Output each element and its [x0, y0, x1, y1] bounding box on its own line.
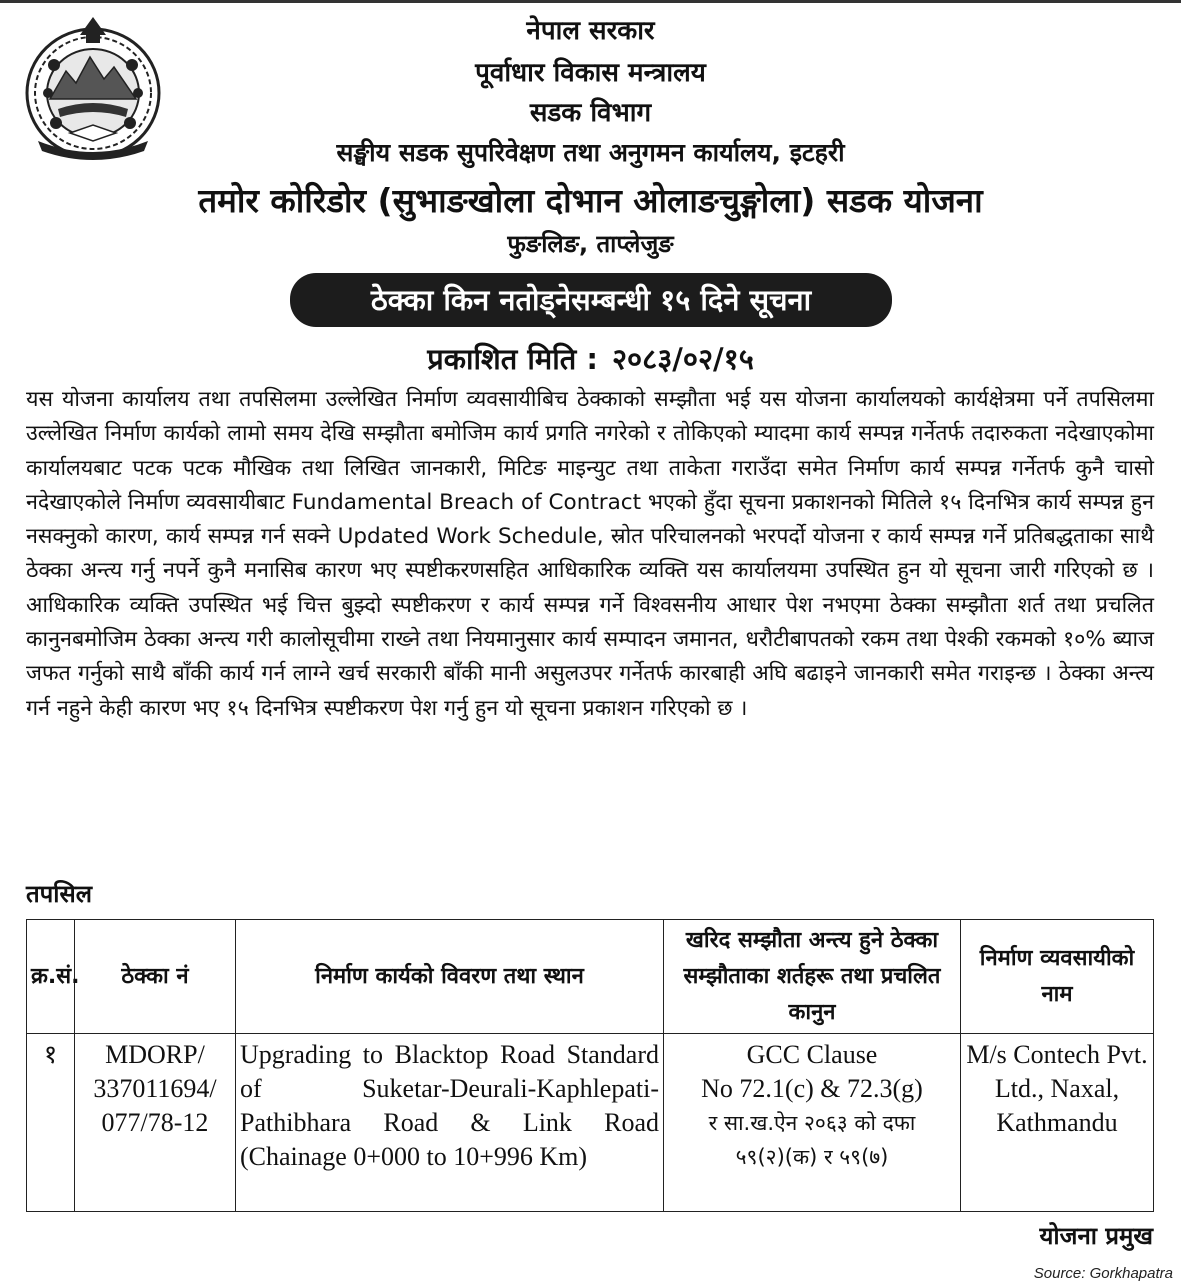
cell-description: Upgrading to Blacktop Road Standard of Suketar-Deurali-Kaphlepati-Pathibhara Road & Link Road (Chainage 0+000 to 10+996 Km)	[236, 1034, 664, 1212]
law-line-2: No 72.1(c) & 72.3(g)	[701, 1074, 923, 1103]
header-ministry: पूर्वाधार विकास मन्त्रालय	[475, 58, 706, 88]
schedule-heading: तपसिल	[26, 880, 93, 908]
signoff: योजना प्रमुख	[1039, 1222, 1153, 1250]
column-header-sn: क्र.सं.	[27, 920, 75, 1034]
notice-body: यस योजना कार्यालय तथा तपसिलमा उल्लेखित निर्माण व्यवसायीबिच ठेक्काको सम्झौता भई यस योजना कार्यालयको कार्यक्षेत्रमा पर्ने तपसिलमा उल्लेखित निर्माण कार्यको लामो समय देखि सम्झौता बमोजिम कार्य प्रगति नगरेको र तोकिएको म्यादमा कार्य सम्पन्न गर्नेतर्फ तदारुकता नदेखाएकोमा कार्यालयबाट पटक पटक मौखिक तथा लिखित जानकारी, मिटिङ माइन्युट तथा ताकेता गराउँदा समेत निर्माण कार्य सम्पन्न गर्नेतर्फ कुनै चासो नदेखाएकोले निर्माण व्यवसायीबाट Fundamental Breach of Contract भएको हुँदा सूचना प्रकाशनको मितिले १५ दिनभित्र कार्य सम्पन्न हुन नसक्नुको कारण, कार्य सम्पन्न गर्न सक्ने Updated Work Schedule, स्रोत परिचालनको भरपर्दो योजना र कार्य सम्पन्न गर्ने प्रतिबद्धताका साथै ठेक्का अन्त्य गर्नु नपर्ने कुनै मनासिब कारण भए स्पष्टीकरणसहित आधिकारिक व्यक्ति यस कार्यालयमा उपस्थित हुन यो सूचना जारी गरिएको छ । आधिकारिक व्यक्ति उपस्थित भई चित्त बुझ्दो स्पष्टीकरण र कार्य सम्पन्न गर्ने विश्वसनीय आधार पेश नभएमा ठेक्का सम्झौता शर्त तथा प्रचलित कानुनबमोजिम ठेक्का अन्त्य गरी कालोसूचीमा राख्ने तथा नियमानुसार कार्य सम्पादन जमानत, धरौटीबापतको रकम तथा पेश्की रकमको १०% ब्याज जफत गर्नुको साथै बाँकी कार्य गर्न लाग्ने खर्च सरकारी बाँकी मानी असुलउपर गर्नेतर्फ कारबाही अघि बढाइने जानकारी समेत गराइन्छ । ठेक्का अन्त्य गर्न नहुने केही कारण भए १५ दिनभित्र स्पष्टीकरण पेश गर्नु हुन यो सूचना प्रकाशन गरिएको छ ।	[26, 387, 1154, 721]
table-row	[27, 1034, 1154, 1212]
cell-sn: १	[27, 1034, 75, 1212]
cell-law	[664, 1034, 961, 1212]
cell-contractor: M/s Contech Pvt. Ltd., Naxal, Kathmandu	[961, 1034, 1154, 1212]
publication-date-value: २०८३/०२/१५	[611, 342, 754, 376]
contracts-table	[26, 919, 1154, 1212]
law-line-1: GCC Clause	[746, 1040, 878, 1069]
column-header-description: निर्माण कार्यको विवरण तथा स्थान	[236, 920, 664, 1034]
notice-title-banner: ठेक्का किन नतोड्नेसम्बन्धी १५ दिने सूचना	[290, 273, 892, 327]
header-project: तमोर कोरिडोर (सुभाङखोला दोभान ओलाङचुङ्गोला) सडक योजना	[198, 181, 983, 220]
column-header-contract-no: ठेक्का नं	[75, 920, 236, 1034]
header-location: फुङलिङ, ताप्लेजुङ	[507, 230, 674, 258]
law-line-3: र सा.ख.ऐन २०६३ को दफा	[708, 1111, 916, 1135]
header-office: सङ्घीय सडक सुपरिवेक्षण तथा अनुगमन कार्यालय, इटहरी	[336, 138, 845, 167]
table-header-row	[27, 920, 1154, 1034]
publication-date	[0, 339, 1181, 378]
header-government: नेपाल सरकार	[526, 16, 655, 46]
header-department: सडक विभाग	[529, 98, 652, 128]
cell-contract-no: MDORP/ 337011694/ 077/78-12	[75, 1034, 236, 1212]
law-line-4: ५९(२)(क) र ५९(७)	[735, 1145, 889, 1169]
publication-date-label: प्रकाशित मिति :	[427, 342, 598, 376]
source-credit: Source: Gorkhapatra	[1033, 1265, 1173, 1282]
column-header-contractor: निर्माण व्यवसायीको नाम	[961, 920, 1154, 1034]
column-header-law: खरिद सम्झौता अन्त्य हुने ठेक्का सम्झौताका शर्तहरू तथा प्रचलित कानुन	[664, 920, 961, 1034]
